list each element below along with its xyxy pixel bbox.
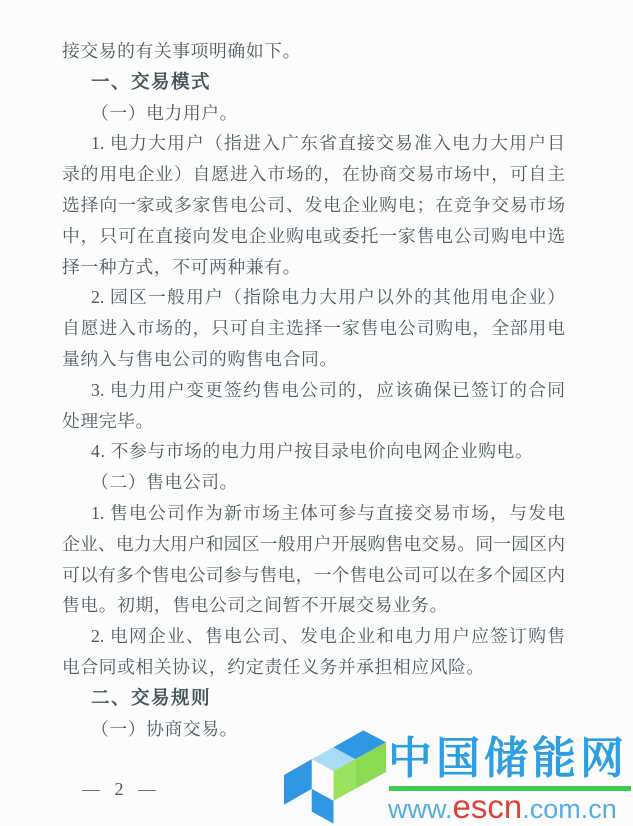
watermark-site-name [388, 733, 633, 785]
text-line: （一）电力用户。 [91, 102, 239, 123]
watermark-url [388, 790, 633, 826]
text-line: （二）售电公司。 [91, 472, 239, 493]
text-line: 可以有多个售电公司参与售电，一个售电公司可以在多个园区内 [62, 564, 565, 585]
url-tld: .com.cn [522, 794, 617, 824]
section-heading: 一、交易模式 [91, 70, 212, 92]
text-line: 4. 不参与市场的电力用户按目录电价向电网企业购电。 [91, 441, 534, 462]
url-escn: escn [452, 788, 523, 825]
text-line: 中，只可在直接向发电企业购电或委托一家售电公司购电中选 [62, 225, 565, 246]
text-line: 接交易的有关事项明确如下。 [62, 41, 301, 61]
text-line: 录的用电企业）自愿进入市场的，在协商交易市场中，可自主 [62, 164, 565, 185]
text-line: 择一种方式，不可两种兼有。 [62, 256, 301, 277]
text-line: 电合同或相关协议，约定责任义务并承担相应风险。 [62, 656, 485, 677]
text-line: 量纳入与售电公司的购售电合同。 [62, 348, 338, 369]
text-line: 1. 售电公司作为新市场主体可参与直接交易市场，与发电 [91, 502, 565, 523]
section-heading: 二、交易规则 [91, 686, 212, 708]
text-line: 2. 园区一般用户（指除电力大用户以外的其他用电企业） [91, 287, 565, 308]
text-line: 1. 电力大用户（指进入广东省直接交易准入电力大用户目 [91, 133, 565, 154]
url-www: www. [388, 794, 453, 824]
text-line: 企业、电力大用户和园区一般用户开展购售电交易。同一园区内 [62, 533, 565, 554]
page-number: — 2 — [82, 779, 161, 799]
text-line: 选择向一家或多家售电公司、发电企业购电；在竞争交易市场 [62, 194, 565, 215]
escn-logo-mark-icon [281, 727, 393, 825]
text-line: 2. 电网企业、售电公司、发电企业和电力用户应签订购售 [91, 626, 565, 647]
text-line: 售电。初期，售电公司之间暂不开展交易业务。 [62, 595, 449, 616]
site-name-text: 中国储能网 [388, 734, 628, 783]
text-line: 自愿进入市场的，只可自主选择一家售电公司购电，全部用电 [62, 318, 565, 339]
text-line: （一）协商交易。 [91, 718, 239, 739]
text-line: 3. 电力用户变更签约售电公司的，应该确保已签订的合同 [91, 379, 565, 400]
body-text [62, 36, 565, 744]
text-line: 处理完毕。 [62, 410, 154, 431]
